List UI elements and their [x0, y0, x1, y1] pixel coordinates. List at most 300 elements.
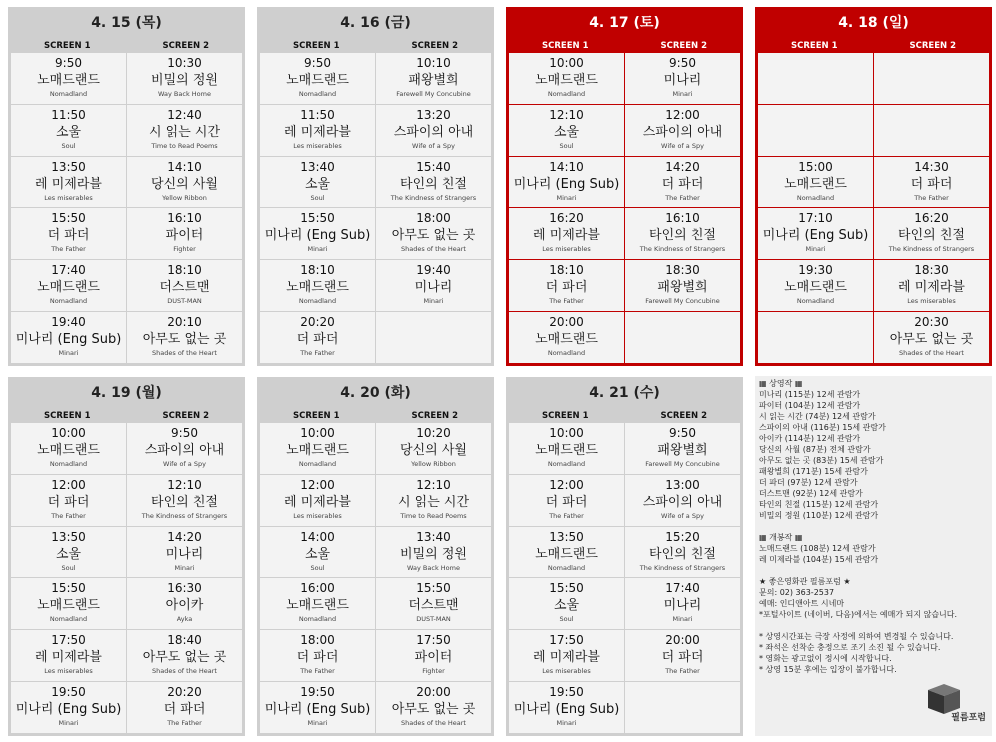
movie-title-en: Les miserables — [907, 297, 956, 306]
info-line: 스파이의 아내 (116분) 15세 관람가 — [759, 423, 886, 432]
showtime-grid — [509, 423, 740, 733]
showtime-cell — [376, 260, 491, 311]
showtime: 14:20 — [167, 529, 202, 544]
movie-title-ko: 미나리 (Eng Sub) — [15, 702, 122, 718]
movie-title-ko: 더 파더 — [661, 176, 704, 192]
showtime-cell — [509, 630, 624, 681]
movie-title-en: Time to Read Poems — [151, 141, 218, 150]
showtime — [758, 105, 873, 108]
movie-title-en: The Kindness of Strangers — [888, 245, 975, 254]
showtime-cell — [127, 53, 242, 104]
screen-header: SCREEN 1 — [790, 41, 838, 51]
showtime: 16:00 — [300, 581, 335, 596]
movie-title-en: Les miserables — [542, 245, 591, 254]
showtime-cell — [260, 578, 375, 629]
showtime: 18:00 — [416, 211, 451, 226]
movie-title-ko: 레 미제라블 — [35, 650, 102, 666]
info-line: 시 읽는 시간 (74분) 12세 관람가 — [759, 412, 876, 421]
movie-title-ko: 더 파더 — [910, 176, 953, 192]
movie-title-ko: 당신의 사월 — [151, 176, 218, 192]
showtime-cell — [509, 157, 624, 208]
movie-title-en: Minari — [174, 563, 195, 572]
showtime: 15:50 — [51, 211, 86, 226]
showtime-cell — [260, 105, 375, 156]
showtime-cell — [758, 312, 873, 363]
showtime: 13:00 — [665, 477, 700, 492]
movie-title-ko: 미나리 (Eng Sub) — [762, 228, 869, 244]
movie-title-ko: 레 미제라블 — [533, 228, 600, 244]
movie-title-en: Shades of the Heart — [899, 349, 964, 358]
showtime: 20:20 — [167, 685, 202, 700]
showtime-cell — [260, 475, 375, 526]
showtime — [625, 312, 740, 315]
showtime-cell — [127, 312, 242, 363]
showtime-cell — [11, 157, 126, 208]
movie-title-en: Nomadland — [796, 297, 835, 306]
showtime-cell — [376, 682, 491, 733]
movie-title-en: Shades of the Heart — [152, 667, 217, 676]
showtime: 10:30 — [167, 56, 202, 70]
movie-title-en: Les miserables — [44, 193, 93, 202]
showtime-cell — [127, 682, 242, 733]
info-line: 당신의 사월 (87분) 전체 관람가 — [759, 445, 871, 454]
showtime: 15:50 — [51, 581, 86, 596]
movie-title-en: Nomadland — [298, 615, 337, 624]
info-line: 예매: 인디앤아트 시네마 — [759, 599, 845, 608]
showtime: 19:50 — [300, 685, 335, 700]
movie-title-en: The Father — [167, 719, 202, 728]
showtime — [376, 312, 491, 315]
day-card — [257, 377, 494, 736]
movie-title-en: Wife of a Spy — [661, 511, 704, 520]
movie-title-en: Nomadland — [298, 90, 337, 98]
movie-title-ko: 노매드랜드 — [535, 73, 598, 88]
showtime-cell — [625, 475, 740, 526]
showtime-cell — [260, 527, 375, 578]
showtime-cell — [758, 208, 873, 259]
showtime-cell — [11, 260, 126, 311]
showtime: 14:00 — [300, 529, 335, 544]
showtime-cell — [11, 312, 126, 363]
movie-title-ko: 패왕별희 — [657, 280, 708, 296]
showtime: 12:00 — [665, 107, 700, 122]
movie-title-ko: 노매드랜드 — [37, 73, 100, 88]
movie-title-ko: 당신의 사월 — [400, 443, 467, 458]
showtime: 18:10 — [167, 263, 202, 278]
showtime: 13:20 — [416, 107, 451, 122]
movie-title-ko: 스파이의 아내 — [393, 124, 474, 140]
movie-title-ko: 아이카 — [165, 598, 204, 614]
showtime — [758, 53, 873, 56]
movie-title-en: Soul — [61, 141, 76, 150]
movie-title-en: Farewell My Concubine — [645, 297, 720, 306]
showtime-cell — [625, 682, 740, 733]
movie-title-en: The Father — [549, 297, 584, 306]
logo-text: 필름포럼 — [951, 713, 986, 723]
showtime-cell — [758, 53, 873, 104]
movie-title-ko: 노매드랜드 — [535, 443, 598, 458]
screen-header: SCREEN 2 — [162, 411, 209, 421]
showtime-cell — [874, 312, 989, 363]
info-line: *포털사이트 (네이버, 다음)에서는 예매가 되지 않습니다. — [759, 610, 958, 619]
info-line: * 좌석은 선착순 충정으로 조기 소진 될 수 있습니다. — [759, 643, 941, 652]
info-line: 문의: 02) 363-2537 — [759, 588, 835, 597]
showtime-cell — [874, 105, 989, 156]
showtime-cell — [260, 53, 375, 104]
notes-list — [759, 631, 988, 675]
showtime: 18:30 — [665, 263, 700, 278]
screen-header: SCREEN 2 — [162, 41, 209, 51]
showtime-cell — [376, 578, 491, 629]
showtime: 10:20 — [416, 426, 451, 440]
movie-title-ko: 소울 — [553, 124, 580, 140]
showtime-cell — [127, 208, 242, 259]
movie-title-ko: 아무도 없는 곳 — [889, 332, 974, 348]
showtime-cell — [260, 630, 375, 681]
movie-title-en: Shades of the Heart — [401, 719, 466, 728]
showtime: 9:50 — [669, 426, 696, 440]
showtime-cell — [127, 423, 242, 474]
showtime: 13:50 — [549, 529, 584, 544]
movie-title-ko: 미나리 — [414, 280, 453, 296]
showtime-cell — [625, 312, 740, 363]
movie-title-en: Wife of a Spy — [412, 141, 455, 150]
movie-title-en: Yellow Ribbon — [411, 460, 456, 468]
showtime — [874, 105, 989, 108]
movie-title-en: The Kindness of Strangers — [639, 563, 726, 572]
showtime-cell — [127, 105, 242, 156]
movie-title-en: Farewell My Concubine — [396, 90, 471, 98]
movie-title-en: Wife of a Spy — [661, 141, 704, 150]
screen-headers — [506, 409, 743, 423]
screen-header: SCREEN 2 — [660, 411, 707, 421]
movie-title-en: Farewell My Concubine — [645, 460, 720, 468]
movie-title-ko: 노매드랜드 — [286, 443, 349, 458]
showtime: 18:30 — [914, 263, 949, 278]
showtime-cell — [625, 157, 740, 208]
movie-title-ko: 비밀의 정원 — [151, 73, 218, 88]
showtime-cell — [11, 682, 126, 733]
day-card — [506, 377, 743, 736]
movie-title-ko: 더스트맨 — [159, 280, 210, 296]
showtime-cell — [509, 260, 624, 311]
movie-title-en: Minari — [672, 615, 693, 624]
screen-headers — [8, 409, 245, 423]
showtime: 14:10 — [549, 159, 584, 174]
showtime: 17:40 — [665, 581, 700, 596]
screen-header: SCREEN 1 — [43, 41, 91, 51]
movie-title-ko: 패왕별희 — [657, 443, 708, 458]
info-line: 더스트맨 (92분) 12세 관람가 — [759, 489, 863, 498]
showtime: 9:50 — [304, 56, 331, 70]
showtime: 13:50 — [51, 529, 86, 544]
showtime-cell — [11, 630, 126, 681]
movie-title-ko: 미나리 (Eng Sub) — [264, 228, 371, 244]
movie-title-en: Minari — [556, 719, 577, 728]
showtime-grid — [260, 53, 491, 363]
showtime-cell — [509, 53, 624, 104]
movie-title-en: Nomadland — [298, 460, 337, 468]
opening-list — [759, 543, 988, 565]
movie-title-ko: 더 파더 — [545, 280, 588, 296]
movie-title-ko: 스파이의 아내 — [642, 124, 723, 140]
showtime: 11:50 — [300, 107, 335, 122]
movie-title-ko: 레 미제라블 — [35, 176, 102, 192]
showtime — [625, 682, 740, 685]
movie-title-en: The Father — [549, 511, 584, 520]
screen-header: SCREEN 1 — [541, 41, 589, 51]
cube-logo-icon — [924, 680, 964, 716]
showtime-cell — [127, 157, 242, 208]
movie-title-en: Time to Read Poems — [400, 511, 467, 520]
showtime-cell — [376, 630, 491, 681]
showtime: 15:50 — [300, 211, 335, 226]
showtime: 12:40 — [167, 107, 202, 122]
showtime: 17:50 — [549, 633, 584, 648]
movie-title-en: Nomadland — [547, 563, 586, 572]
showtime-cell — [509, 423, 624, 474]
showtime: 19:30 — [798, 263, 833, 278]
showtime: 15:50 — [416, 581, 451, 596]
showtime: 16:10 — [665, 211, 700, 226]
movie-title-en: Soul — [310, 193, 325, 202]
screen-headers — [506, 39, 743, 53]
movie-title-ko: 소울 — [55, 124, 82, 140]
movie-title-en: Les miserables — [293, 511, 342, 520]
showtime-cell — [11, 527, 126, 578]
showtime: 20:00 — [549, 315, 584, 330]
movie-title-en: Les miserables — [44, 667, 93, 676]
movie-title-en: Wife of a Spy — [163, 460, 206, 468]
showtime-grid — [509, 53, 740, 363]
movie-title-en: Soul — [559, 615, 574, 624]
showtime: 15:50 — [549, 581, 584, 596]
screen-headers — [257, 39, 494, 53]
info-panel — [755, 376, 992, 736]
movie-title-ko: 더 파더 — [47, 494, 90, 510]
showtime: 19:40 — [51, 315, 86, 330]
info-line: * 영화는 광고없이 정시에 시작합니다. — [759, 654, 892, 663]
movie-title-ko: 더 파더 — [296, 332, 339, 348]
movie-title-en: DUST-MAN — [416, 615, 451, 624]
showtime-cell — [260, 312, 375, 363]
showtime-cell — [127, 475, 242, 526]
showtime-cell — [509, 527, 624, 578]
showtime-cell — [625, 105, 740, 156]
movie-title-en: Les miserables — [293, 141, 342, 150]
day-title: 4. 15 (목) — [91, 15, 162, 31]
movie-title-ko: 노매드랜드 — [286, 598, 349, 614]
movie-title-en: Nomadland — [547, 90, 586, 98]
movie-title-ko: 파이터 — [414, 650, 453, 666]
movie-title-ko: 더 파더 — [296, 650, 339, 666]
showtime: 12:10 — [549, 107, 584, 122]
now-playing-list — [759, 389, 988, 521]
movie-title-ko: 미나리 (Eng Sub) — [264, 702, 371, 718]
movie-title-ko: 아무도 없는 곳 — [391, 228, 476, 244]
showtime-cell — [625, 578, 740, 629]
showtime: 16:10 — [167, 211, 202, 226]
movie-title-ko: 타인의 친절 — [151, 494, 218, 510]
showtime-cell — [874, 157, 989, 208]
day-card — [755, 7, 992, 366]
movie-title-ko: 소울 — [304, 546, 331, 562]
showtime-cell — [625, 53, 740, 104]
showtime-cell — [758, 157, 873, 208]
screen-header: SCREEN 2 — [909, 41, 956, 51]
theater-info-list — [759, 587, 988, 620]
movie-title-ko: 레 미제라블 — [284, 124, 351, 140]
showtime-cell — [625, 260, 740, 311]
showtime: 9:50 — [669, 56, 696, 70]
showtime: 14:10 — [167, 159, 202, 174]
movie-title-ko: 아무도 없는 곳 — [391, 702, 476, 718]
movie-title-ko: 더 파더 — [163, 702, 206, 718]
showtime — [758, 312, 873, 315]
screen-header: SCREEN 1 — [292, 411, 340, 421]
showtime-cell — [625, 208, 740, 259]
showtime: 18:10 — [300, 263, 335, 278]
movie-title-en: The Father — [51, 511, 86, 520]
day-title: 4. 21 (수) — [589, 385, 660, 401]
screen-header: SCREEN 1 — [541, 411, 589, 421]
movie-title-ko: 아무도 없는 곳 — [142, 650, 227, 666]
showtime: 18:00 — [300, 633, 335, 648]
showtime-grid — [260, 423, 491, 733]
showtime: 13:40 — [300, 159, 335, 174]
showtime-cell — [625, 630, 740, 681]
movie-title-en: The Father — [914, 193, 949, 202]
showtime — [874, 53, 989, 56]
movie-title-ko: 타인의 친절 — [649, 546, 716, 562]
movie-title-en: Minari — [805, 245, 826, 254]
showtime: 17:50 — [51, 633, 86, 648]
movie-title-ko: 더 파더 — [545, 494, 588, 510]
movie-title-ko: 소울 — [553, 598, 580, 614]
movie-title-en: Nomadland — [49, 90, 88, 98]
showtime: 17:10 — [798, 211, 833, 226]
showtime: 20:30 — [914, 315, 949, 330]
info-line: 더 파더 (97분) 12세 관람가 — [759, 478, 858, 487]
info-line: 타인의 친절 (115분) 12세 관람가 — [759, 500, 879, 509]
movie-title-en: Minari — [423, 297, 444, 306]
movie-title-ko: 아무도 없는 곳 — [142, 332, 227, 348]
movie-title-ko: 스파이의 아내 — [642, 494, 723, 510]
movie-title-ko: 레 미제라블 — [284, 494, 351, 510]
showtime-cell — [260, 260, 375, 311]
showtime: 14:30 — [914, 159, 949, 174]
day-title: 4. 19 (월) — [91, 385, 162, 401]
now-playing-section — [759, 378, 988, 521]
showtime-cell — [11, 475, 126, 526]
movie-title-en: Minari — [672, 90, 693, 98]
movie-title-ko: 레 미제라블 — [533, 650, 600, 666]
showtime-cell — [509, 208, 624, 259]
info-line: 패왕별희 (171분) 15세 관람가 — [759, 467, 868, 476]
movie-title-ko: 더 파더 — [47, 228, 90, 244]
movie-title-ko: 노매드랜드 — [535, 332, 598, 348]
day-card — [8, 377, 245, 736]
showtime-cell — [260, 208, 375, 259]
notes-section — [759, 631, 988, 675]
showtime: 9:50 — [55, 56, 82, 70]
showtime: 13:40 — [416, 529, 451, 544]
showtime-cell — [127, 527, 242, 578]
showtime-cell — [260, 157, 375, 208]
movie-title-ko: 더스트맨 — [408, 598, 459, 614]
now-playing-title: ▦ 상영작 ▦ — [759, 379, 803, 388]
movie-title-en: Soul — [310, 563, 325, 572]
showtime-cell — [376, 157, 491, 208]
theater-title: ★ 좋은영화관 필름포럼 ★ — [759, 577, 851, 586]
showtime-cell — [11, 105, 126, 156]
movie-title-ko: 노매드랜드 — [784, 280, 847, 296]
showtime: 9:50 — [171, 426, 198, 440]
movie-title-en: The Father — [665, 193, 700, 202]
showtime-cell — [758, 105, 873, 156]
showtime-cell — [376, 105, 491, 156]
theater-section — [759, 576, 988, 620]
showtime: 17:50 — [416, 633, 451, 648]
showtime: 20:10 — [167, 315, 202, 330]
movie-title-ko: 미나리 (Eng Sub) — [15, 332, 122, 348]
showtime: 20:20 — [300, 315, 335, 330]
showtime: 11:50 — [51, 107, 86, 122]
showtime: 19:50 — [549, 685, 584, 700]
showtime-cell — [509, 578, 624, 629]
showtime-cell — [376, 208, 491, 259]
showtime-cell — [376, 53, 491, 104]
film-forum-logo — [924, 680, 986, 724]
movie-title-en: Minari — [307, 245, 328, 254]
movie-title-en: Soul — [559, 141, 574, 150]
movie-title-ko: 노매드랜드 — [784, 176, 847, 192]
screen-headers — [755, 39, 992, 53]
movie-title-ko: 미나리 (Eng Sub) — [513, 176, 620, 192]
showtime-cell — [509, 105, 624, 156]
showtime-cell — [376, 312, 491, 363]
showtime-grid — [11, 53, 242, 363]
movie-title-ko: 타인의 친절 — [649, 228, 716, 244]
movie-title-en: Nomadland — [547, 349, 586, 358]
showtime: 15:00 — [798, 159, 833, 174]
movie-title-ko: 소울 — [55, 546, 82, 562]
showtime-cell — [127, 630, 242, 681]
showtime: 18:40 — [167, 633, 202, 648]
movie-title-en: Nomadland — [547, 460, 586, 468]
movie-title-ko: 시 읽는 시간 — [397, 494, 470, 510]
showtime-cell — [260, 682, 375, 733]
movie-title-ko: 소울 — [304, 176, 331, 192]
showtime: 17:40 — [51, 263, 86, 278]
screen-header: SCREEN 2 — [660, 41, 707, 51]
movie-title-ko: 노매드랜드 — [286, 280, 349, 296]
movie-title-ko: 타인의 친절 — [400, 176, 467, 192]
movie-title-en: Way Back Home — [407, 563, 460, 572]
showtime: 15:40 — [416, 159, 451, 174]
showtime-cell — [127, 260, 242, 311]
showtime: 16:20 — [549, 211, 584, 226]
movie-title-en: Fighter — [173, 245, 196, 254]
day-card — [506, 7, 743, 366]
showtime-cell — [509, 682, 624, 733]
movie-title-en: The Kindness of Strangers — [390, 193, 477, 202]
day-title: 4. 16 (금) — [340, 15, 411, 31]
movie-title-ko: 노매드랜드 — [286, 73, 349, 88]
day-title: 4. 18 (일) — [838, 15, 909, 31]
showtime-cell — [11, 53, 126, 104]
showtime-cell — [758, 260, 873, 311]
